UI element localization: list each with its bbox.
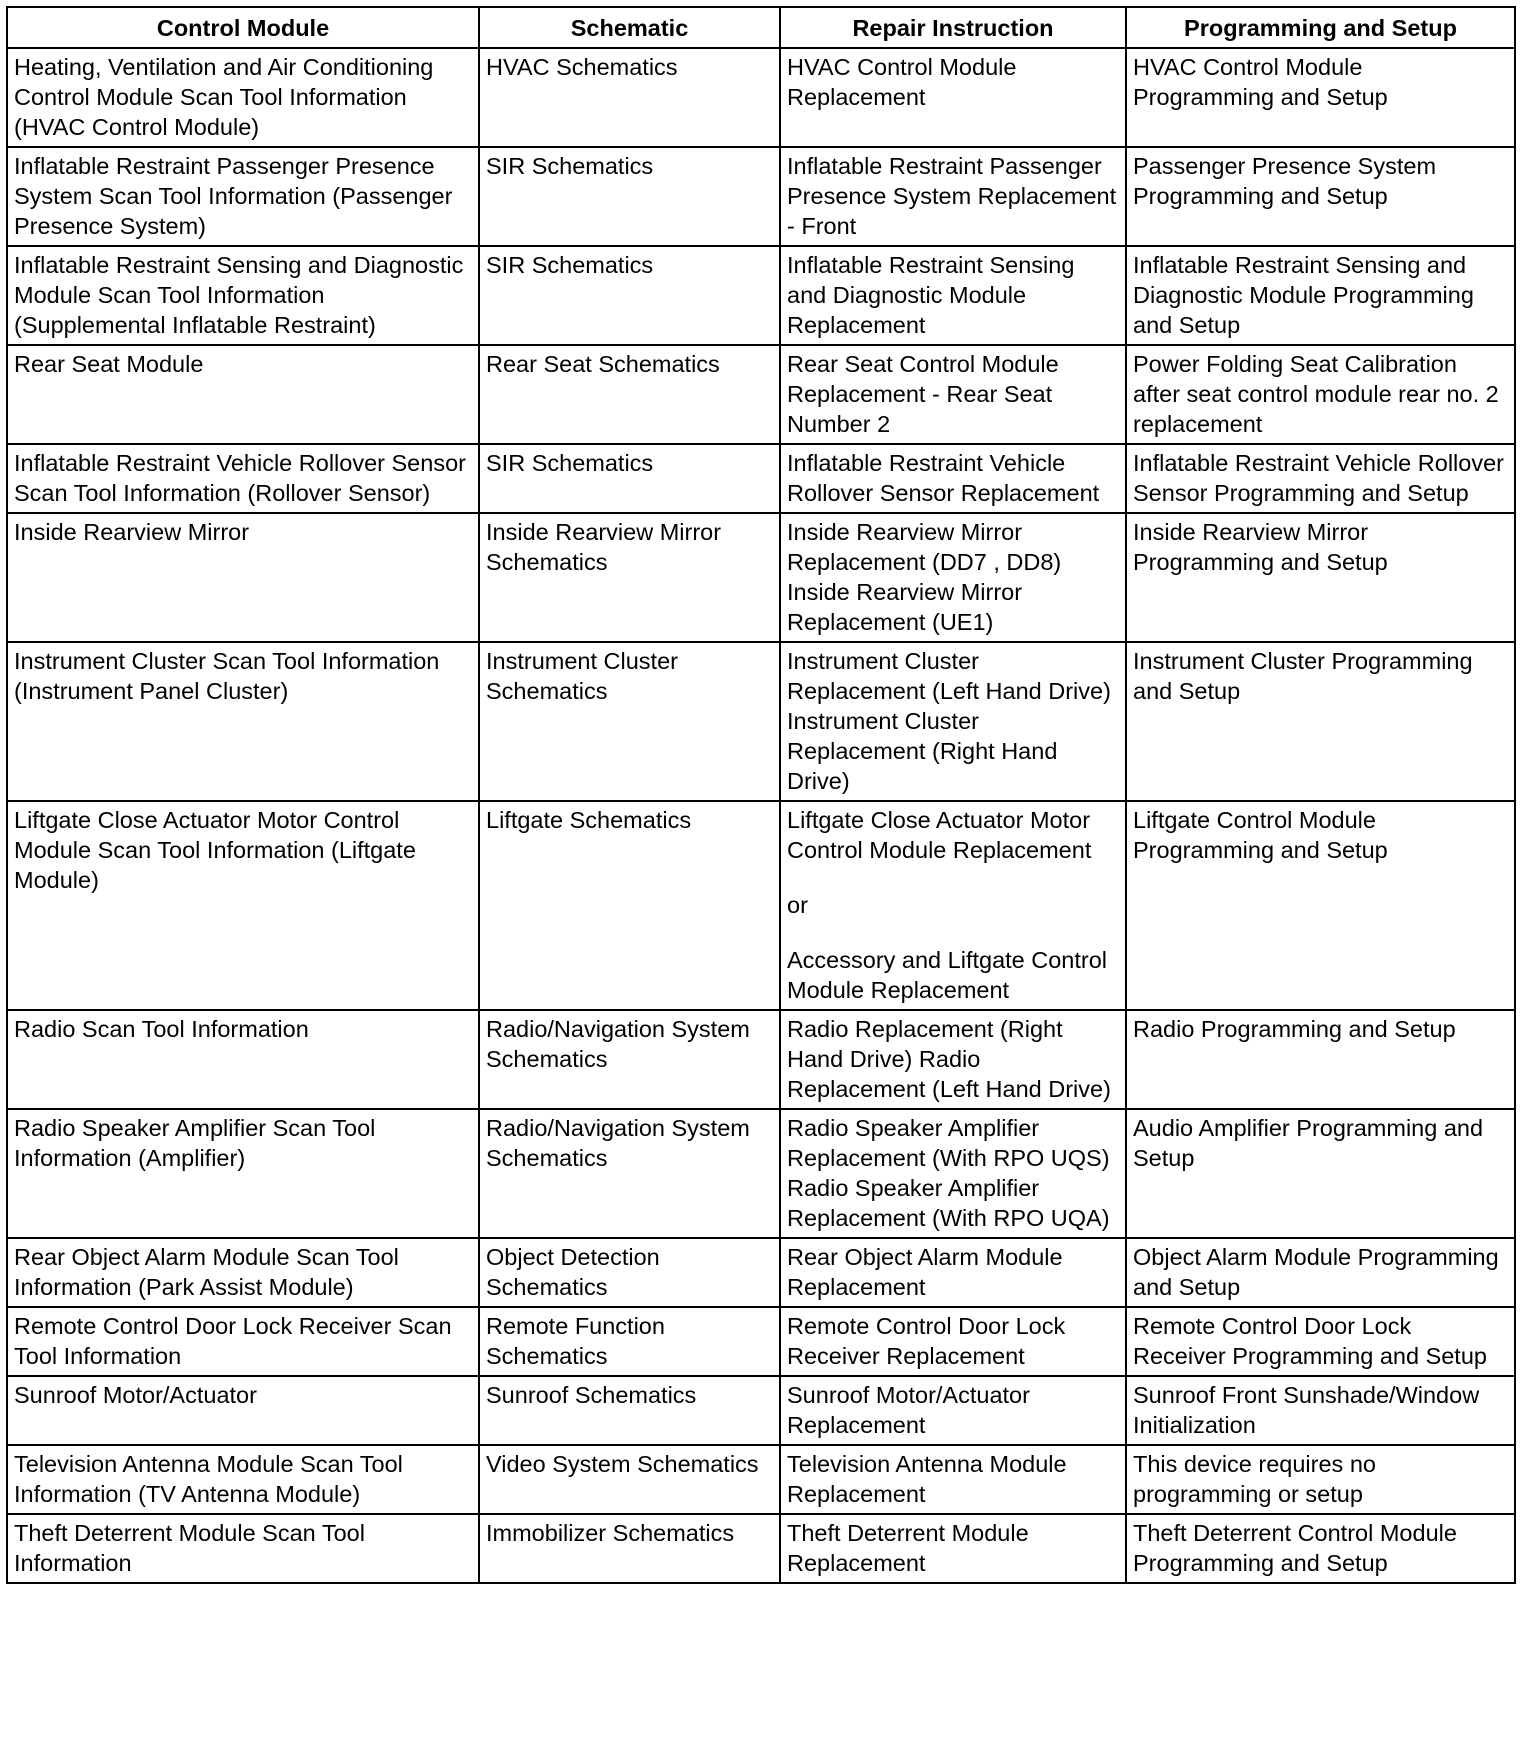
programming-setup-cell: HVAC Control Module Programming and Setup xyxy=(1126,48,1515,147)
cell-paragraph: Accessory and Liftgate Control Module Replacement xyxy=(787,947,1108,1003)
table-row xyxy=(7,246,1515,345)
table-row xyxy=(7,642,1515,801)
programming-setup-cell: Instrument Cluster Programming and Setup xyxy=(1126,642,1515,801)
repair-instruction-cell: Rear Object Alarm Module Replacement xyxy=(780,1238,1126,1307)
control-module-cell: Liftgate Close Actuator Motor Control Module Scan Tool Information (Liftgate Module) xyxy=(7,801,479,1010)
programming-setup-cell: Inflatable Restraint Sensing and Diagnostic Module Programming and Setup xyxy=(1126,246,1515,345)
table-row xyxy=(7,444,1515,513)
table-row xyxy=(7,1445,1515,1514)
schematic-cell: Immobilizer Schematics xyxy=(479,1514,780,1583)
header-programming-setup: Programming and Setup xyxy=(1126,7,1515,48)
repair-instruction-cell: Rear Seat Control Module Replacement - Rear Seat Number 2 xyxy=(780,345,1126,444)
programming-setup-cell: Passenger Presence System Programming and Setup xyxy=(1126,147,1515,246)
schematic-cell: Radio/Navigation System Schematics xyxy=(479,1010,780,1109)
repair-instruction-cell: Inflatable Restraint Vehicle Rollover Sensor Replacement xyxy=(780,444,1126,513)
repair-instruction-cell: Instrument Cluster Replacement (Left Hand Drive) Instrument Cluster Replacement (Right Hand Drive) xyxy=(780,642,1126,801)
schematic-cell: Sunroof Schematics xyxy=(479,1376,780,1445)
control-module-cell: Instrument Cluster Scan Tool Information (Instrument Panel Cluster) xyxy=(7,642,479,801)
control-module-cell: Rear Seat Module xyxy=(7,345,479,444)
table-row xyxy=(7,1109,1515,1238)
programming-setup-cell: Inside Rearview Mirror Programming and Setup xyxy=(1126,513,1515,642)
table-row xyxy=(7,147,1515,246)
schematic-cell: Object Detection Schematics xyxy=(479,1238,780,1307)
schematic-cell: Rear Seat Schematics xyxy=(479,345,780,444)
control-module-cell: Rear Object Alarm Module Scan Tool Information (Park Assist Module) xyxy=(7,1238,479,1307)
repair-instruction-cell: Radio Replacement (Right Hand Drive) Radio Replacement (Left Hand Drive) xyxy=(780,1010,1126,1109)
control-module-cell: Radio Speaker Amplifier Scan Tool Information (Amplifier) xyxy=(7,1109,479,1238)
schematic-cell: SIR Schematics xyxy=(479,246,780,345)
repair-instruction-cell: Theft Deterrent Module Replacement xyxy=(780,1514,1126,1583)
control-module-cell: Inflatable Restraint Passenger Presence System Scan Tool Information (Passenger Presence System) xyxy=(7,147,479,246)
cell-paragraph: or xyxy=(787,892,808,918)
programming-setup-cell: Power Folding Seat Calibration after seat control module rear no. 2 replacement xyxy=(1126,345,1515,444)
header-control-module: Control Module xyxy=(7,7,479,48)
programming-setup-cell: Remote Control Door Lock Receiver Programming and Setup xyxy=(1126,1307,1515,1376)
table-row xyxy=(7,1307,1515,1376)
table-row xyxy=(7,801,1515,1010)
control-module-cell: Inside Rearview Mirror xyxy=(7,513,479,642)
schematic-cell: SIR Schematics xyxy=(479,444,780,513)
repair-instruction-cell: Inside Rearview Mirror Replacement (DD7 , DD8) Inside Rearview Mirror Replacement (UE1) xyxy=(780,513,1126,642)
repair-instruction-cell: Inflatable Restraint Sensing and Diagnostic Module Replacement xyxy=(780,246,1126,345)
control-module-cell: Sunroof Motor/Actuator xyxy=(7,1376,479,1445)
header-schematic: Schematic xyxy=(479,7,780,48)
programming-setup-cell: Object Alarm Module Programming and Setup xyxy=(1126,1238,1515,1307)
control-module-cell: Remote Control Door Lock Receiver Scan Tool Information xyxy=(7,1307,479,1376)
schematic-cell: Radio/Navigation System Schematics xyxy=(479,1109,780,1238)
repair-instruction-cell: Remote Control Door Lock Receiver Replacement xyxy=(780,1307,1126,1376)
table-row xyxy=(7,513,1515,642)
schematic-cell: SIR Schematics xyxy=(479,147,780,246)
control-module-cell: Heating, Ventilation and Air Conditioning Control Module Scan Tool Information (HVAC Control Module) xyxy=(7,48,479,147)
schematic-cell: Remote Function Schematics xyxy=(479,1307,780,1376)
schematic-cell: Instrument Cluster Schematics xyxy=(479,642,780,801)
repair-instruction-cell: Radio Speaker Amplifier Replacement (With RPO UQS) Radio Speaker Amplifier Replacement (With RPO UQA) xyxy=(780,1109,1126,1238)
table-row xyxy=(7,1010,1515,1109)
programming-setup-cell: Theft Deterrent Control Module Programming and Setup xyxy=(1126,1514,1515,1583)
schematic-cell: Video System Schematics xyxy=(479,1445,780,1514)
table-row xyxy=(7,345,1515,444)
control-module-cell: Inflatable Restraint Vehicle Rollover Sensor Scan Tool Information (Rollover Sensor) xyxy=(7,444,479,513)
programming-setup-cell: Radio Programming and Setup xyxy=(1126,1010,1515,1109)
programming-setup-cell: Liftgate Control Module Programming and Setup xyxy=(1126,801,1515,1010)
header-repair-instruction: Repair Instruction xyxy=(780,7,1126,48)
schematic-cell: HVAC Schematics xyxy=(479,48,780,147)
module-reference-table xyxy=(6,6,1516,1584)
repair-instruction-cell: Television Antenna Module Replacement xyxy=(780,1445,1126,1514)
schematic-cell: Liftgate Schematics xyxy=(479,801,780,1010)
table-row xyxy=(7,1238,1515,1307)
repair-instruction-cell xyxy=(780,801,1126,1010)
header-row xyxy=(7,7,1515,48)
control-module-cell: Television Antenna Module Scan Tool Information (TV Antenna Module) xyxy=(7,1445,479,1514)
programming-setup-cell: Sunroof Front Sunshade/Window Initialization xyxy=(1126,1376,1515,1445)
schematic-cell: Inside Rearview Mirror Schematics xyxy=(479,513,780,642)
programming-setup-cell: Inflatable Restraint Vehicle Rollover Sensor Programming and Setup xyxy=(1126,444,1515,513)
table-row xyxy=(7,48,1515,147)
control-module-cell: Theft Deterrent Module Scan Tool Information xyxy=(7,1514,479,1583)
programming-setup-cell: Audio Amplifier Programming and Setup xyxy=(1126,1109,1515,1238)
repair-instruction-cell: Sunroof Motor/Actuator Replacement xyxy=(780,1376,1126,1445)
repair-instruction-cell: Inflatable Restraint Passenger Presence System Replacement - Front xyxy=(780,147,1126,246)
table-body xyxy=(7,48,1515,1583)
repair-instruction-cell: HVAC Control Module Replacement xyxy=(780,48,1126,147)
control-module-cell: Radio Scan Tool Information xyxy=(7,1010,479,1109)
control-module-cell: Inflatable Restraint Sensing and Diagnostic Module Scan Tool Information (Supplemental Inflatable Restraint) xyxy=(7,246,479,345)
table-row xyxy=(7,1376,1515,1445)
programming-setup-cell: This device requires no programming or setup xyxy=(1126,1445,1515,1514)
table-row xyxy=(7,1514,1515,1583)
cell-paragraph: Liftgate Close Actuator Motor Control Module Replacement xyxy=(787,807,1092,863)
